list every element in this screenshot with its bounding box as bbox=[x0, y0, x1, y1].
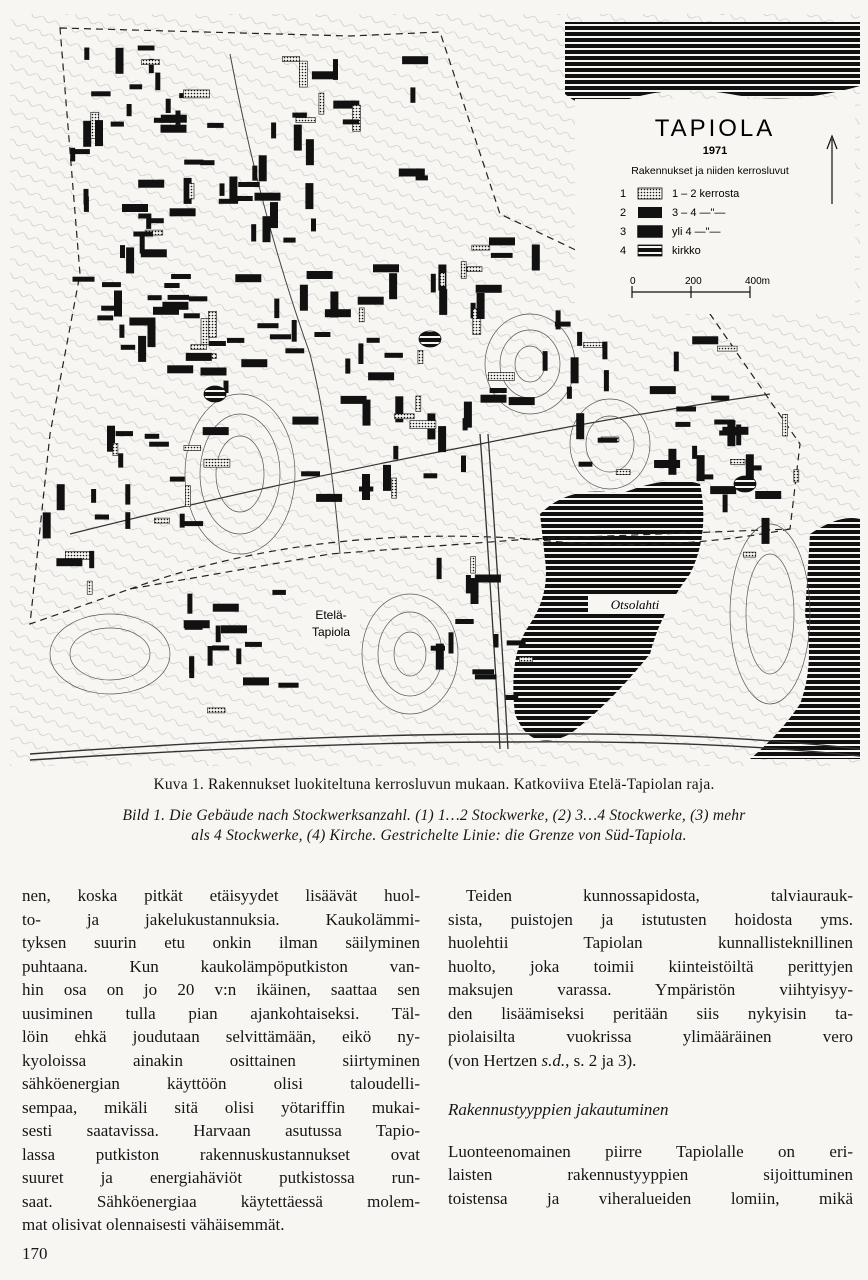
legend-swatch-3 bbox=[638, 226, 662, 237]
building-block bbox=[191, 345, 207, 350]
text-line: puhtaana. Kun kaukolämpöputkiston van- bbox=[22, 956, 420, 976]
building-block bbox=[102, 282, 121, 287]
building-block bbox=[392, 478, 397, 498]
building-block bbox=[319, 93, 324, 114]
building-block bbox=[711, 396, 729, 401]
building-block bbox=[116, 431, 133, 436]
building-block bbox=[722, 427, 748, 435]
left-paragraph bbox=[22, 884, 420, 1237]
building-block bbox=[305, 183, 313, 209]
church-symbol bbox=[419, 331, 441, 347]
text-line: kyoloissa ainakin osittainen siirtyminen bbox=[22, 1050, 420, 1070]
building-block bbox=[216, 626, 221, 643]
building-block bbox=[201, 368, 227, 376]
building-block bbox=[461, 456, 466, 473]
building-block bbox=[170, 477, 185, 482]
water-label: Otsolahti bbox=[610, 597, 660, 612]
building-block bbox=[101, 306, 115, 311]
building-block bbox=[121, 345, 135, 350]
building-block bbox=[431, 646, 445, 651]
building-block bbox=[126, 247, 134, 273]
building-block bbox=[362, 474, 370, 500]
building-block bbox=[292, 113, 307, 118]
building-block bbox=[471, 578, 479, 604]
building-block bbox=[149, 442, 169, 447]
text-line: löin ehkä joudutaan selvittämään, eikö ny- bbox=[22, 1027, 420, 1046]
building-block bbox=[710, 486, 736, 494]
text-line: huolto, joka toimii kiinteistöiltä perittyjen bbox=[448, 956, 853, 976]
text-line-citation: (von Hertzen s.d., s. 2 ja 3). bbox=[448, 1050, 637, 1070]
right-column bbox=[448, 884, 853, 1210]
building-block bbox=[70, 148, 75, 162]
building-block bbox=[97, 315, 113, 320]
map-subtitle: Rakennukset ja niiden kerrosluvut bbox=[631, 165, 789, 177]
legend-label-1: 1 – 2 kerrosta bbox=[672, 188, 740, 200]
building-block bbox=[221, 625, 247, 633]
building-block bbox=[142, 60, 160, 65]
building-block bbox=[252, 166, 257, 181]
building-block bbox=[616, 470, 630, 475]
building-block bbox=[744, 552, 756, 557]
building-block bbox=[472, 669, 494, 674]
text-line: maksujen varassa. Ympäristön viihtyisyy- bbox=[448, 980, 853, 999]
building-block bbox=[602, 342, 607, 360]
legend-num-2: 2 bbox=[620, 207, 627, 219]
legend-num-1: 1 bbox=[620, 188, 627, 200]
building-block bbox=[307, 271, 333, 279]
building-block bbox=[571, 360, 576, 376]
text-line: sista, puistojen ja istutusten hoidosta yms. bbox=[448, 909, 853, 929]
place-label-line1: Etelä- bbox=[315, 608, 347, 622]
building-block bbox=[676, 407, 696, 412]
building-block bbox=[180, 514, 185, 528]
page-number: 170 bbox=[22, 1244, 48, 1263]
building-block bbox=[395, 414, 415, 419]
building-block bbox=[717, 346, 737, 351]
building-block bbox=[208, 646, 213, 666]
place-label-line2: Tapiola bbox=[311, 625, 351, 639]
building-block bbox=[491, 253, 513, 258]
building-block bbox=[255, 193, 281, 201]
building-block bbox=[481, 395, 507, 403]
building-block bbox=[185, 625, 203, 630]
building-block bbox=[189, 183, 194, 199]
text-line: to- ja jakelukustannuksia. Kaukolämmi- bbox=[22, 909, 420, 929]
building-block bbox=[138, 180, 164, 188]
building-block bbox=[155, 73, 160, 91]
building-block bbox=[416, 396, 421, 411]
building-block bbox=[466, 575, 471, 593]
citation-sd: s.d. bbox=[541, 1050, 566, 1070]
building-block bbox=[692, 446, 697, 459]
building-block bbox=[207, 123, 223, 128]
building-block bbox=[410, 87, 415, 102]
caption-german-line2: als 4 Stockwerke, (4) Kirche. Gestrichelte Linie: die Grenze von Süd-Tapiola. bbox=[191, 827, 687, 844]
building-block bbox=[341, 396, 367, 404]
building-block bbox=[271, 123, 276, 139]
building-block bbox=[120, 245, 125, 258]
building-block bbox=[219, 199, 238, 204]
building-block bbox=[84, 48, 89, 60]
building-block bbox=[227, 338, 244, 343]
building-block bbox=[272, 590, 286, 595]
caption-finnish: Kuva 1. Rakennukset luokiteltuna kerrosluvun mukaan. Katkoviiva Etelä-Tapiolan raja. bbox=[153, 776, 715, 793]
building-block bbox=[598, 438, 617, 443]
building-block bbox=[455, 619, 473, 624]
text-line: uusiminen tulla pian ajankohtaiseksi. Täl- bbox=[22, 1003, 420, 1023]
building-block bbox=[312, 71, 338, 79]
building-block bbox=[56, 558, 82, 566]
building-block bbox=[184, 313, 200, 318]
building-block bbox=[245, 642, 262, 647]
text-line: nen, koska pitkät etäisyydet lisäävät huol- bbox=[22, 886, 420, 905]
text-line: sempaa, mikäli sitä olisi yötariffin mukai- bbox=[22, 1097, 420, 1117]
building-block bbox=[138, 336, 146, 362]
building-block bbox=[418, 350, 423, 363]
building-block bbox=[161, 125, 187, 133]
building-block bbox=[73, 277, 95, 282]
building-block bbox=[389, 273, 397, 299]
building-block bbox=[167, 365, 193, 373]
building-block bbox=[449, 632, 454, 653]
building-block bbox=[43, 512, 51, 538]
building-block bbox=[730, 459, 745, 464]
right-paragraph-1 bbox=[448, 884, 853, 1072]
building-block bbox=[467, 267, 482, 272]
building-block bbox=[472, 245, 490, 250]
building-block bbox=[236, 196, 253, 201]
building-block bbox=[75, 149, 90, 154]
building-block bbox=[95, 515, 109, 520]
building-block bbox=[385, 353, 403, 358]
building-block bbox=[424, 473, 438, 478]
text-line: piolaisilta vuokrissa ylimääräinen vero bbox=[448, 1027, 853, 1046]
building-block bbox=[186, 353, 212, 361]
building-block bbox=[164, 283, 179, 288]
building-block bbox=[235, 274, 261, 282]
building-block bbox=[243, 677, 269, 685]
scale-label-0: 0 bbox=[630, 276, 636, 287]
text-line: toistensa ja viheralueiden lomiin, mikä bbox=[448, 1188, 853, 1208]
building-block bbox=[359, 308, 364, 322]
building-block bbox=[162, 302, 188, 310]
building-block bbox=[145, 434, 160, 439]
building-block bbox=[166, 99, 171, 113]
text-line: hin osa on jo 20 v:n ikäinen, saattaa sen bbox=[22, 980, 420, 999]
map-title: TAPIOLA bbox=[654, 115, 776, 142]
building-block bbox=[368, 372, 394, 380]
legend-swatch-2 bbox=[638, 207, 662, 218]
building-block bbox=[358, 297, 384, 305]
building-block bbox=[119, 325, 124, 338]
building-block bbox=[399, 169, 425, 177]
building-block bbox=[208, 311, 216, 337]
building-block bbox=[189, 656, 194, 678]
building-block bbox=[519, 657, 532, 662]
building-block bbox=[83, 121, 91, 147]
building-block bbox=[494, 634, 499, 648]
building-block bbox=[241, 359, 267, 367]
building-block bbox=[140, 235, 145, 253]
building-block bbox=[464, 402, 472, 428]
building-block bbox=[736, 425, 741, 446]
building-block bbox=[697, 455, 705, 481]
building-block bbox=[358, 343, 363, 364]
building-block bbox=[314, 332, 330, 337]
building-block bbox=[95, 120, 103, 146]
building-block bbox=[168, 295, 190, 300]
building-block bbox=[122, 204, 148, 212]
text-line: mat olisivat olennaisesti vähäisemmät. bbox=[22, 1215, 285, 1234]
text-line: Teiden kunnossapidosta, talviaurauk- bbox=[466, 886, 853, 905]
text-line: sesti saatavissa. Harvaan asutussa Tapio- bbox=[22, 1121, 420, 1140]
building-block bbox=[278, 683, 298, 688]
building-block bbox=[113, 443, 118, 455]
building-block bbox=[274, 299, 279, 319]
caption-german-line1: Bild 1. Die Gebäude nach Stockwerksanzahl. (1) 1…2 Stockwerke, (2) 3…4 Stockwerke, (3) mehr bbox=[122, 807, 746, 824]
building-block bbox=[154, 518, 169, 523]
building-block bbox=[438, 426, 446, 452]
building-block bbox=[577, 332, 582, 346]
building-block bbox=[189, 296, 207, 301]
building-block bbox=[114, 291, 122, 317]
building-block bbox=[148, 295, 162, 300]
building-block bbox=[285, 348, 304, 353]
building-block bbox=[170, 208, 196, 216]
building-block bbox=[723, 495, 728, 513]
building-block bbox=[692, 336, 718, 344]
building-block bbox=[257, 323, 278, 328]
building-block bbox=[203, 427, 229, 435]
church-symbol bbox=[734, 476, 756, 492]
building-block bbox=[439, 289, 447, 315]
building-block bbox=[187, 594, 192, 614]
building-block bbox=[475, 674, 497, 679]
building-block bbox=[296, 118, 315, 123]
building-block bbox=[556, 310, 561, 329]
legend-label-2: 3 – 4 —"— bbox=[672, 207, 726, 219]
building-block bbox=[437, 558, 442, 579]
map-figure bbox=[10, 14, 860, 766]
building-block bbox=[506, 695, 519, 700]
building-block bbox=[212, 646, 229, 651]
building-block bbox=[299, 61, 307, 87]
building-block bbox=[477, 293, 485, 319]
building-block bbox=[184, 90, 210, 98]
building-block bbox=[367, 338, 380, 343]
building-block bbox=[343, 119, 359, 124]
building-block bbox=[118, 453, 123, 467]
building-block bbox=[509, 397, 535, 405]
text-line: Luonteenomainen piirre Tapiolalle on eri- bbox=[448, 1141, 853, 1161]
building-block bbox=[311, 219, 316, 232]
building-block bbox=[138, 46, 155, 51]
building-block bbox=[87, 581, 92, 594]
legend-num-3: 3 bbox=[620, 226, 627, 238]
building-block bbox=[259, 155, 267, 181]
map-year: 1971 bbox=[702, 145, 728, 157]
building-block bbox=[576, 413, 584, 439]
building-block bbox=[204, 459, 230, 467]
building-block bbox=[236, 648, 241, 664]
building-block bbox=[461, 262, 466, 279]
building-block bbox=[91, 489, 96, 503]
building-block bbox=[431, 274, 436, 293]
building-block bbox=[794, 470, 799, 482]
building-block bbox=[184, 160, 203, 165]
building-block bbox=[488, 373, 514, 381]
building-block bbox=[383, 465, 391, 491]
legend-label-4: kirkko bbox=[672, 245, 701, 257]
building-block bbox=[490, 388, 507, 393]
building-block bbox=[489, 237, 515, 245]
building-block bbox=[209, 341, 226, 346]
building-block bbox=[130, 84, 143, 89]
building-block bbox=[476, 285, 502, 293]
building-block bbox=[89, 551, 94, 568]
right-paragraph-2 bbox=[448, 1140, 853, 1211]
building-block bbox=[306, 139, 314, 165]
left-column bbox=[22, 884, 420, 1237]
building-block bbox=[674, 352, 679, 372]
building-block bbox=[91, 91, 110, 96]
building-block bbox=[283, 238, 295, 243]
building-block bbox=[207, 708, 225, 713]
building-block bbox=[148, 321, 156, 347]
legend-label-3: yli 4 —"— bbox=[672, 226, 721, 238]
building-block bbox=[251, 224, 256, 241]
building-block bbox=[393, 446, 398, 460]
building-block bbox=[125, 484, 130, 504]
building-block bbox=[604, 370, 609, 391]
section-heading: Rakennustyyppien jakautuminen bbox=[448, 1100, 669, 1119]
text-line: saat. Sähköenergiaa käytettäessä molem- bbox=[22, 1191, 420, 1211]
building-block bbox=[84, 189, 89, 205]
building-block bbox=[325, 309, 351, 317]
building-block bbox=[270, 202, 278, 228]
building-block bbox=[650, 386, 676, 394]
building-block bbox=[762, 518, 770, 544]
building-block bbox=[471, 557, 476, 574]
text-line: lassa putkiston rakennuskustannukset ovat bbox=[22, 1144, 420, 1164]
building-block bbox=[475, 575, 501, 583]
building-block bbox=[300, 285, 308, 311]
building-block bbox=[201, 319, 209, 345]
building-block bbox=[184, 446, 201, 451]
building-block bbox=[783, 414, 788, 436]
building-block bbox=[292, 417, 318, 425]
building-block bbox=[402, 56, 428, 64]
legend-num-4: 4 bbox=[620, 245, 627, 257]
building-block bbox=[282, 57, 299, 62]
scale-label-400: 400m bbox=[745, 276, 771, 287]
building-block bbox=[714, 420, 734, 425]
building-block bbox=[127, 104, 132, 116]
building-block bbox=[125, 512, 130, 529]
building-block bbox=[182, 521, 203, 526]
building-block bbox=[755, 491, 781, 499]
legend-swatch-4 bbox=[638, 245, 662, 256]
building-block bbox=[583, 343, 602, 348]
building-block bbox=[111, 122, 124, 127]
building-block bbox=[353, 105, 361, 131]
building-block bbox=[150, 218, 163, 223]
building-block bbox=[301, 471, 320, 476]
building-block bbox=[238, 182, 260, 187]
building-block bbox=[57, 484, 65, 510]
building-block bbox=[668, 449, 676, 475]
text-line: tyksen suurin etu onkin ilman säilyminen bbox=[22, 933, 420, 952]
building-block bbox=[543, 351, 548, 371]
building-block bbox=[294, 125, 302, 151]
text-line: laisten rakennustyyppien sijoittuminen bbox=[448, 1165, 853, 1184]
building-block bbox=[532, 245, 540, 271]
building-block bbox=[316, 494, 342, 502]
scale-label-200: 200 bbox=[685, 276, 702, 287]
building-block bbox=[270, 334, 291, 339]
building-block bbox=[220, 183, 225, 196]
building-block bbox=[185, 486, 190, 507]
building-block bbox=[579, 462, 593, 467]
building-block bbox=[292, 320, 297, 342]
church-symbol bbox=[204, 386, 226, 402]
building-block bbox=[345, 359, 350, 374]
building-block bbox=[507, 640, 526, 645]
building-block bbox=[116, 48, 124, 74]
building-block bbox=[176, 111, 181, 125]
caption-german bbox=[0, 806, 868, 846]
building-block bbox=[410, 421, 436, 429]
text-line: den lisäämiseksi peritään siis nykyisin ta- bbox=[448, 1003, 853, 1023]
building-block bbox=[373, 264, 399, 272]
text-line: suuret ja energiahäviöt putkistossa run- bbox=[22, 1168, 420, 1187]
building-block bbox=[154, 118, 175, 123]
building-block bbox=[675, 422, 690, 427]
text-line: huolehtii Tapiolan kunnallisteknillinen bbox=[448, 933, 853, 952]
building-block bbox=[567, 387, 572, 399]
legend-swatch-1 bbox=[638, 188, 662, 199]
text-line: sähköenergian käyttöön olisi taloudelli- bbox=[22, 1074, 420, 1093]
building-block bbox=[171, 274, 191, 279]
building-block bbox=[213, 604, 239, 612]
building-block bbox=[263, 216, 271, 242]
building-block bbox=[440, 273, 445, 287]
